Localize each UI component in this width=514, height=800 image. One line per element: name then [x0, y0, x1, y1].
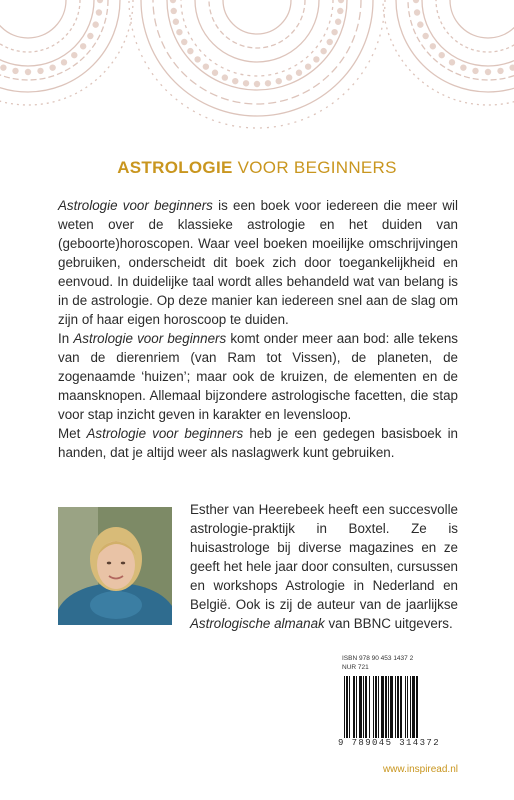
- barcode: [342, 676, 458, 738]
- nur-code: NUR 721: [342, 664, 369, 671]
- paragraph-prefix: Met: [58, 426, 87, 441]
- book-title-italic: Astrologie voor beginners: [73, 331, 227, 346]
- author-bio-suffix: van BBNC uitgevers.: [324, 616, 453, 631]
- paragraph-prefix: In: [58, 331, 74, 346]
- author-bio-text: Esther van Heerebeek heeft een succesvolle astrologie-praktijk in Boxtel. Ze is huisastrologe bij diverse magazines en ze geeft het hele jaar door consulten, cursussen en workshops Astrologie in Nederland en België. Ook is zij de auteur van de jaarlijkse: [190, 502, 458, 612]
- almanac-title: Astrologische almanak: [190, 616, 325, 631]
- isbn: ISBN 978 90 453 1437 2: [342, 655, 414, 662]
- book-title-italic: Astrologie voor beginners: [86, 426, 244, 441]
- book-title: [0, 158, 514, 178]
- barcode-digits: 9 789045 314372: [338, 738, 441, 748]
- book-title-italic: Astrologie voor beginners: [58, 198, 213, 213]
- author-photo: [58, 507, 172, 625]
- blurb-paragraph-2: [58, 329, 458, 424]
- mandala-center: [129, 0, 385, 128]
- publisher-website: www.inspiread.nl: [382, 764, 458, 775]
- blurb-paragraph-1: [58, 196, 458, 329]
- paragraph-text: is een boek voor iedereen die meer wil weten over de klassieke astrologie en het duiden van (geboorte)horoscopen. Waar veel boeken moeilijke omschrijvingen gebruiken, onderscheidt dit boek zich door toegankelijkheid en eenvoud. In duidelijke taal wordt alles behandeld wat van belang is in de astrologie. Op deze manier kan iedereen snel aan de slag om zijn of haar eigen horoscoop te duiden.: [58, 198, 458, 327]
- mandala-ornaments: [0, 0, 514, 140]
- paragraph-text: komt onder meer aan bod: alle tekens van de dierenriem (van Ram tot Vissen), de planeten, de zogenaamde ‘huizen’; maar ook de kruizen, de elementen en de maansknopen. Allemaal bijzondere astrologische facetten, die stap voor stap inzicht geven in karakter en levensloop.: [58, 331, 458, 422]
- isbn-block: [342, 654, 460, 672]
- blurb-paragraph-3: [58, 424, 458, 462]
- mandala-left: [0, 0, 133, 105]
- title-bold: ASTROLOGIE: [117, 158, 233, 177]
- mandala-right: [383, 0, 514, 105]
- paragraph-text: heb je een gedegen basisboek in handen, dat je altijd weer als naslagwerk kunt gebruiken.: [58, 426, 458, 460]
- author-bio: [190, 500, 458, 633]
- title-rest: VOOR BEGINNERS: [232, 158, 397, 177]
- blurb: [58, 196, 458, 462]
